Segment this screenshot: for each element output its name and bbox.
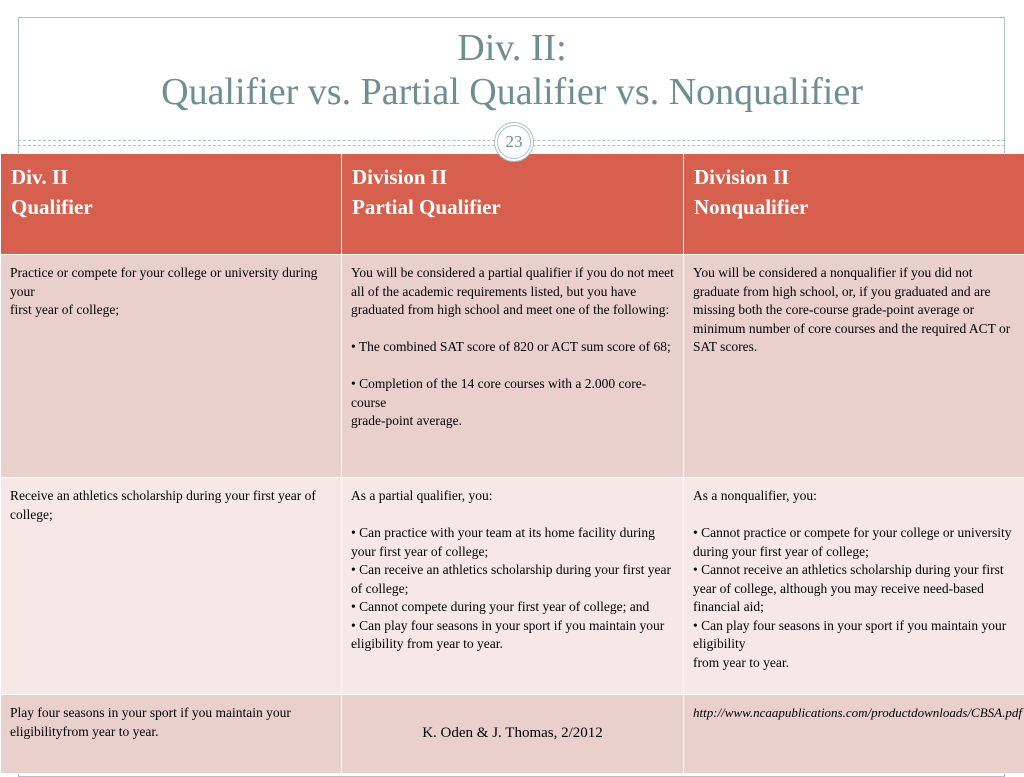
header-qualifier	[1, 154, 342, 255]
cell-text: You will be considered a nonqualifier if you did not graduate from high school, or, if you graduated and are missing both the core-course grade-point average or minimum number of core courses and the required ACT or SAT scores.	[693, 264, 1015, 357]
table-row	[1, 478, 1024, 695]
title-line-1: Div. II:	[0, 26, 1024, 70]
table-cell	[1, 478, 342, 695]
table-row	[1, 695, 1024, 774]
table-cell	[342, 478, 684, 695]
table-cell	[1, 255, 342, 478]
cell-text: As a partial qualifier, you: • Can practice with your team at its home facility during your first year of college; • Can receive an athletics scholarship during your first year of college; • Cannot compete during your first year of college; and • Can play four seasons in your sport if you maintain your eligibility from year to year.	[351, 487, 674, 654]
slide-title	[0, 26, 1024, 114]
cell-text: As a nonqualifier, you: • Cannot practice or compete for your college or university during your first year of college; • Cannot receive an athletics scholarship during your first year of college, although you may receive need-based financial aid; • Can play four seasons in your sport if you maintain your eligibility from year to year.	[693, 487, 1015, 672]
cell-text: Receive an athletics scholarship during your first year of college;	[10, 487, 332, 524]
header-nonqualifier	[684, 154, 1024, 255]
table-cell	[1, 695, 342, 774]
table-cell	[342, 695, 684, 774]
slide-number: 23	[494, 122, 534, 162]
header-line: Div. II	[11, 162, 331, 192]
citation-text: K. Oden & J. Thomas, 2/2012	[351, 704, 674, 743]
table-cell	[342, 255, 684, 478]
header-line: Partial Qualifier	[352, 192, 673, 222]
table-cell	[684, 255, 1024, 478]
header-line: Nonqualifier	[694, 192, 1014, 222]
header-line: Division II	[352, 162, 673, 192]
table-cell	[684, 695, 1024, 774]
header-line: Division II	[694, 162, 1014, 192]
header-partial-qualifier	[342, 154, 684, 255]
title-line-2: Qualifier vs. Partial Qualifier vs. Nonqualifier	[0, 70, 1024, 114]
table-cell	[684, 478, 1024, 695]
comparison-table	[0, 153, 1024, 774]
table-header-row	[1, 154, 1024, 255]
cell-text: You will be considered a partial qualifier if you do not meet all of the academic requirements listed, but you have graduated from high school and meet one of the following: • The combined SAT score of 820 or ACT sum score of 68; • Completion of the 14 core courses with a 2.000 core-course grade-point average.	[351, 264, 674, 431]
table-row	[1, 255, 1024, 478]
cell-text: Play four seasons in your sport if you maintain your eligibilityfrom year to year.	[10, 704, 332, 741]
source-link[interactable]: http://www.ncaapublications.com/productdownloads/CBSA.pdf	[693, 705, 1022, 720]
header-line: Qualifier	[11, 192, 331, 222]
cell-text: Practice or compete for your college or university during your first year of college;	[10, 264, 332, 320]
